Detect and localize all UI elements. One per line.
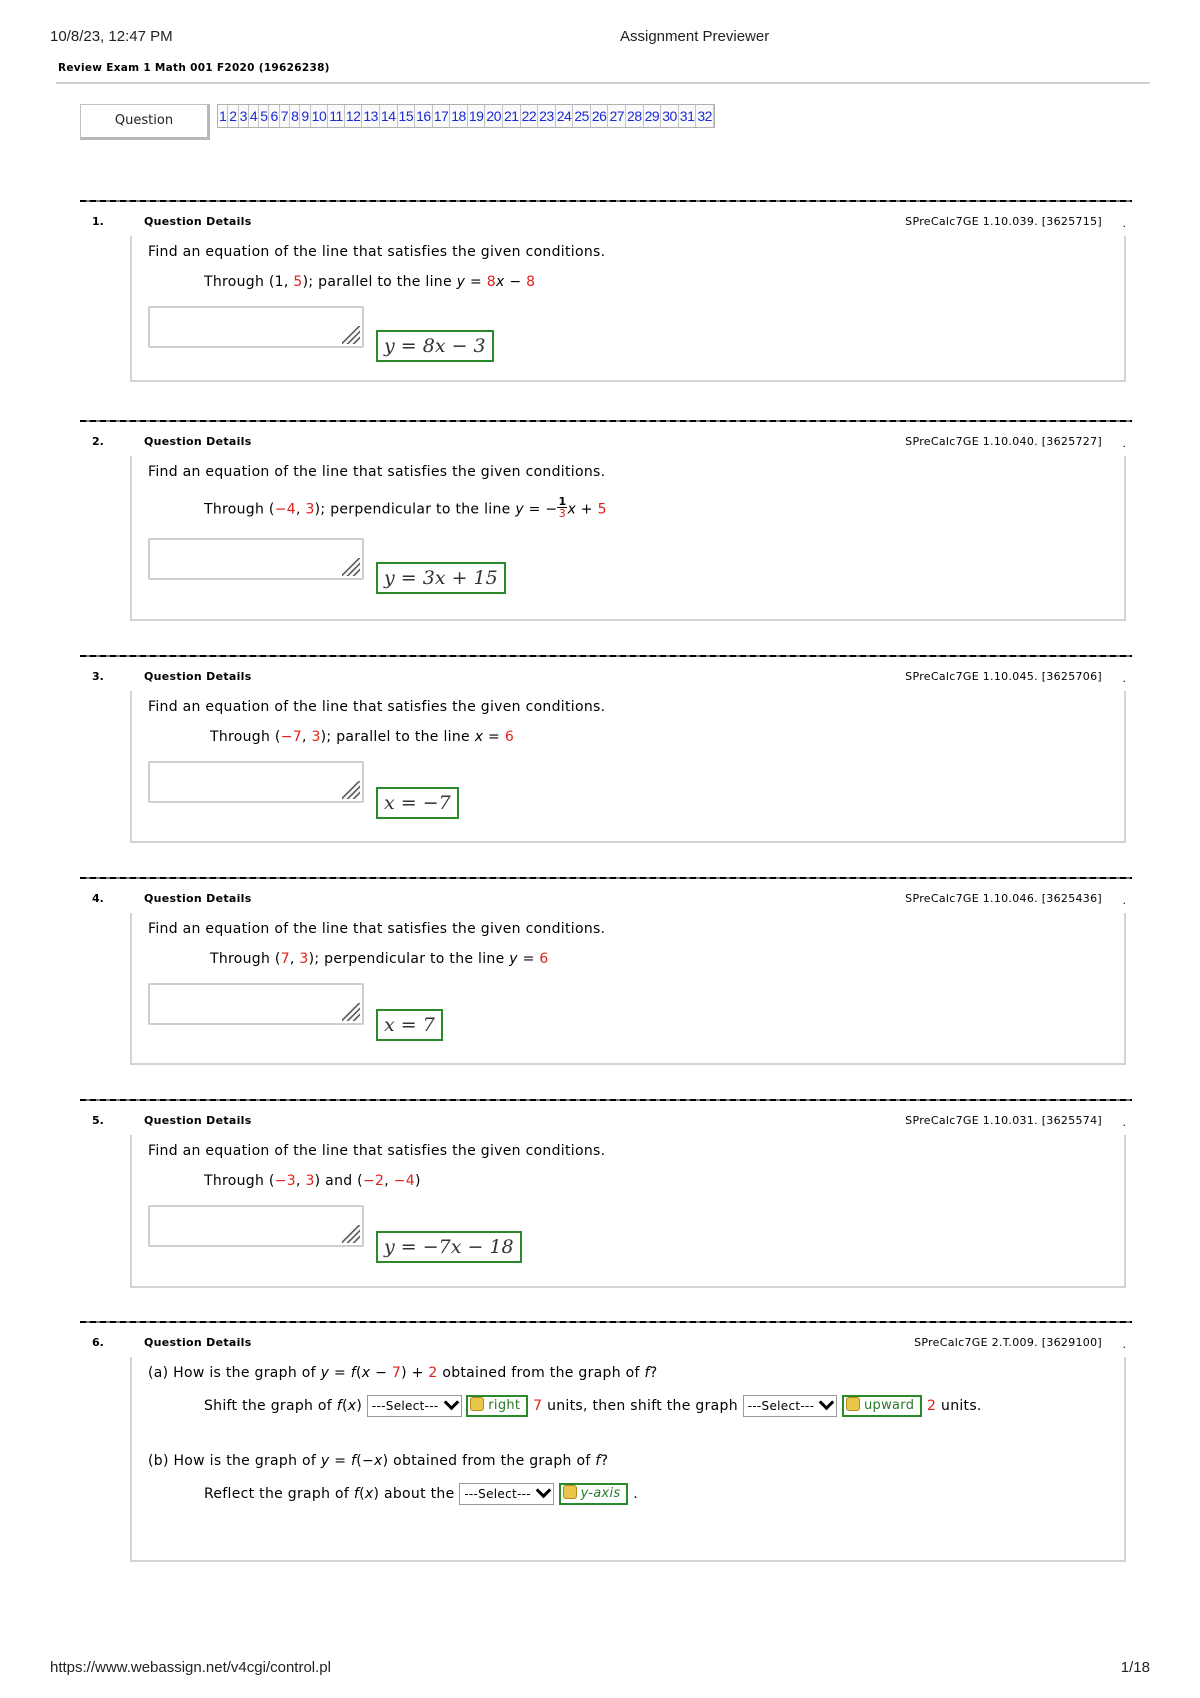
question-conditions: [204, 1173, 421, 1189]
cond-var: x: [374, 1453, 383, 1469]
cond-param: −2: [362, 1173, 385, 1189]
question-nav-link-8[interactable]: 8: [290, 105, 300, 127]
question-details-link[interactable]: Question Details: [144, 892, 252, 905]
cond-param: −4: [393, 1173, 415, 1189]
question-separator: [80, 1099, 1132, 1101]
cond-text: (: [342, 1398, 348, 1414]
correct-choice: [466, 1395, 528, 1417]
question-nav-link-22[interactable]: 22: [521, 105, 539, 127]
part-b-answer-line: [204, 1483, 638, 1505]
cond-text: ,: [295, 1173, 306, 1189]
cond-text: (: [355, 1365, 362, 1381]
cond-var: f: [595, 1453, 601, 1469]
question-body: [130, 456, 1126, 621]
answer-input[interactable]: [148, 538, 364, 580]
question-prompt: Find an equation of the line that satisfies the given conditions.: [148, 1143, 606, 1159]
cond-text: ); perpendicular to the line: [308, 951, 510, 967]
cond-param: 3: [305, 501, 315, 518]
cond-text: ,: [301, 729, 312, 745]
cond-var: x: [347, 1398, 357, 1414]
question-source: SPreCalc7GE 1.10.046. [3625436]: [905, 892, 1102, 905]
cond-var: f: [351, 1453, 357, 1469]
cond-text: .: [628, 1486, 638, 1502]
answer-input[interactable]: [148, 761, 364, 803]
axis-select[interactable]: [459, 1483, 554, 1505]
question-nav-link-20[interactable]: 20: [485, 105, 503, 127]
question-details-link[interactable]: Question Details: [144, 670, 252, 683]
resize-handle-icon[interactable]: [342, 558, 360, 576]
cond-text: Through (: [210, 729, 281, 745]
key-icon: [846, 1397, 860, 1411]
cond-text: ,: [289, 951, 300, 967]
question-body: [130, 236, 1126, 382]
cond-text: (: [359, 1486, 365, 1502]
cond-var: f: [353, 1486, 360, 1502]
question-nav-link-32[interactable]: 32: [696, 105, 714, 127]
question-nav-link-14[interactable]: 14: [380, 105, 398, 127]
part-b-question: [148, 1453, 608, 1469]
answer-input[interactable]: [148, 1205, 364, 1247]
cond-param: 6: [539, 951, 549, 967]
question-number: 3.: [92, 670, 104, 683]
choice-value: right: [488, 1398, 521, 1413]
question-prompt: Find an equation of the line that satisfies the given conditions.: [148, 921, 606, 937]
cond-text: ) obtained from the graph of: [382, 1453, 596, 1469]
cond-var: y: [320, 1453, 330, 1469]
cond-text: (−: [356, 1453, 375, 1469]
correct-choice: [842, 1395, 922, 1417]
select-value: ---Select---: [747, 1399, 815, 1413]
question-nav-link-19[interactable]: 19: [468, 105, 486, 127]
cond-param: 5: [293, 274, 303, 290]
cond-text: −: [370, 1365, 392, 1381]
question-nav-link-24[interactable]: 24: [556, 105, 574, 127]
question-source: SPreCalc7GE 2.T.009. [3629100]: [914, 1336, 1102, 1349]
question-number: 6.: [92, 1336, 104, 1349]
cond-text: Through (: [204, 1173, 275, 1189]
question-details-link[interactable]: Question Details: [144, 215, 252, 228]
question-nav-link-18[interactable]: 18: [450, 105, 468, 127]
cond-text: ) +: [401, 1365, 429, 1381]
fraction: [557, 496, 567, 519]
print-timestamp: 10/8/23, 12:47 PM: [50, 28, 173, 45]
cond-var: y: [509, 951, 518, 967]
cond-text: ,: [295, 501, 306, 518]
question-nav-link-28[interactable]: 28: [626, 105, 644, 127]
cond-param: 2: [927, 1398, 937, 1414]
question-marker: .: [1122, 1116, 1126, 1129]
cond-text: (a) How is the graph of: [148, 1365, 321, 1381]
question-conditions: [210, 951, 549, 967]
cond-text: ) and (: [314, 1173, 363, 1189]
part-a-question: [148, 1365, 657, 1381]
question-nav-link-10[interactable]: 10: [311, 105, 329, 127]
cond-text: units.: [936, 1398, 982, 1414]
question-nav-link-4[interactable]: 4: [249, 105, 259, 127]
question-nav-link-3[interactable]: 3: [239, 105, 249, 127]
cond-text: Shift the graph of: [204, 1398, 337, 1414]
cond-var: y: [515, 501, 524, 518]
correct-answer: y = −7x − 18: [376, 1231, 522, 1263]
question-marker: .: [1122, 217, 1126, 230]
question-marker: .: [1122, 1338, 1126, 1351]
select-value: ---Select---: [371, 1399, 439, 1413]
select-value: ---Select---: [464, 1487, 531, 1501]
cond-param: 2: [428, 1365, 438, 1381]
cond-param: 6: [504, 729, 515, 745]
question-nav-link-7[interactable]: 7: [280, 105, 290, 127]
question-nav-link-11[interactable]: 11: [328, 105, 345, 127]
question-nav-link-17[interactable]: 17: [433, 105, 451, 127]
question-nav-link-26[interactable]: 26: [591, 105, 609, 127]
cond-text: ?: [600, 1453, 609, 1469]
page-number: 1/18: [1120, 1659, 1150, 1676]
choice-value: upward: [864, 1398, 915, 1413]
question-number: 2.: [92, 435, 104, 448]
part-a-answer-line: [204, 1395, 982, 1417]
question-nav-link-29[interactable]: 29: [644, 105, 662, 127]
resize-handle-icon[interactable]: [342, 1003, 360, 1021]
choice-value: y-axis: [580, 1486, 621, 1501]
cond-text: Through (1,: [204, 274, 294, 290]
question-nav-link-1[interactable]: 1: [218, 105, 228, 127]
chevron-down-icon: [537, 1487, 549, 1499]
cond-param: −3: [274, 1173, 296, 1189]
cond-var: f: [350, 1365, 356, 1381]
question-conditions: [204, 274, 535, 290]
question-details-link[interactable]: Question Details: [144, 1114, 252, 1127]
question-body: [130, 1357, 1126, 1562]
cond-param: 3: [299, 951, 309, 967]
cond-var: y: [320, 1365, 330, 1381]
header-divider: [56, 82, 1150, 84]
key-icon: [470, 1397, 484, 1411]
cond-text: Through (: [204, 501, 275, 518]
correct-answer: x = −7: [376, 787, 459, 819]
question-nav-link-23[interactable]: 23: [538, 105, 556, 127]
cond-text: =: [517, 951, 540, 967]
question-prompt: Find an equation of the line that satisfies the given conditions.: [148, 464, 606, 480]
question-nav-link-31[interactable]: 31: [679, 105, 697, 127]
question-prompt: Find an equation of the line that satisfies the given conditions.: [148, 244, 606, 260]
cond-text: units, then shift the graph: [542, 1398, 738, 1414]
question-nav-link-6[interactable]: 6: [269, 105, 279, 127]
direction-select[interactable]: [743, 1395, 838, 1417]
cond-param: 5: [597, 501, 607, 518]
question-details-link[interactable]: Question Details: [144, 435, 252, 448]
resize-handle-icon[interactable]: [342, 326, 360, 344]
cond-text: =: [483, 729, 505, 745]
cond-text: ): [356, 1398, 363, 1414]
correct-answer: y = 3x + 15: [376, 562, 506, 594]
question-nav-links: [217, 104, 715, 128]
cond-text: = −: [523, 501, 558, 518]
direction-select[interactable]: [367, 1395, 462, 1417]
question-marker: .: [1122, 894, 1126, 907]
cond-param: −4: [274, 501, 296, 518]
question-prompt: Find an equation of the line that satisfies the given conditions.: [148, 699, 606, 715]
correct-answer: x = 7: [376, 1009, 443, 1041]
question-nav-link-13[interactable]: 13: [362, 105, 380, 127]
cond-param: 8: [486, 274, 496, 290]
print-header: [50, 28, 1150, 48]
cond-text: obtained from the graph of: [437, 1365, 645, 1381]
fraction-denominator: 3: [558, 507, 567, 520]
cond-var: x: [474, 729, 484, 745]
cond-param: 3: [311, 729, 321, 745]
question-separator: [80, 877, 1132, 879]
question-nav-link-12[interactable]: 12: [345, 105, 363, 127]
cond-param: −7: [280, 729, 302, 745]
cond-param: 7: [280, 951, 290, 967]
key-icon: [563, 1485, 577, 1499]
cond-var: x: [495, 274, 505, 290]
question-separator: [80, 200, 1132, 202]
cond-text: (b) How is the graph of: [148, 1453, 321, 1469]
cond-text: ,: [384, 1173, 394, 1189]
question-conditions: [204, 495, 607, 521]
question-nav-link-2[interactable]: 2: [228, 105, 238, 127]
cond-var: x: [567, 501, 577, 518]
cond-text: =: [329, 1365, 351, 1381]
question-nav-link-5[interactable]: 5: [259, 105, 269, 127]
question-source: SPreCalc7GE 1.10.031. [3625574]: [905, 1114, 1102, 1127]
question-source: SPreCalc7GE 1.10.045. [3625706]: [905, 670, 1102, 683]
question-nav-link-27[interactable]: 27: [608, 105, 626, 127]
question-marker: .: [1122, 672, 1126, 685]
question-number: 4.: [92, 892, 104, 905]
question-details-link[interactable]: Question Details: [144, 1336, 252, 1349]
chevron-down-icon: [820, 1399, 832, 1411]
page-url: https://www.webassign.net/v4cgi/control.pl: [50, 1659, 331, 1676]
cond-text: Reflect the graph of: [204, 1486, 354, 1502]
cond-text: =: [329, 1453, 352, 1469]
cond-text: ): [414, 1173, 421, 1189]
correct-choice: [559, 1483, 629, 1505]
answer-input[interactable]: [148, 306, 364, 348]
cond-var: f: [644, 1365, 650, 1381]
question-source: SPreCalc7GE 1.10.040. [3625727]: [905, 435, 1102, 448]
cond-param: 7: [391, 1365, 402, 1381]
cond-var: x: [361, 1365, 371, 1381]
resize-handle-icon[interactable]: [342, 781, 360, 799]
fraction-numerator: 1: [558, 495, 567, 508]
question-nav-link-9[interactable]: 9: [300, 105, 310, 127]
question-nav-link-25[interactable]: 25: [573, 105, 591, 127]
cond-text: Through (: [210, 951, 281, 967]
question-number: 5.: [92, 1114, 104, 1127]
cond-param: 7: [533, 1398, 543, 1414]
cond-var: y: [456, 274, 466, 290]
question-source: SPreCalc7GE 1.10.039. [3625715]: [905, 215, 1102, 228]
question-nav-label: Question: [80, 104, 210, 140]
question-separator: [80, 1321, 1132, 1323]
resize-handle-icon[interactable]: [342, 1225, 360, 1243]
cond-text: ) about the: [373, 1486, 455, 1502]
question-body: [130, 1135, 1126, 1288]
question-body: [130, 691, 1126, 843]
chevron-down-icon: [445, 1399, 457, 1411]
question-nav-link-21[interactable]: 21: [503, 105, 521, 127]
question-number: 1.: [92, 215, 104, 228]
question-separator: [80, 655, 1132, 657]
correct-answer: y = 8x − 3: [376, 330, 494, 362]
answer-input[interactable]: [148, 983, 364, 1025]
print-page-title: Assignment Previewer: [620, 28, 770, 45]
cond-text: +: [576, 501, 598, 518]
cond-text: ); parallel to the line: [320, 729, 475, 745]
cond-var: f: [336, 1398, 343, 1414]
question-nav-link-15[interactable]: 15: [398, 105, 416, 127]
cond-text: −: [504, 274, 527, 290]
question-nav-link-16[interactable]: 16: [415, 105, 433, 127]
cond-text: ); parallel to the line: [302, 274, 457, 290]
cond-text: ); perpendicular to the line: [314, 501, 516, 518]
cond-param: 3: [305, 1173, 315, 1189]
assignment-title: Review Exam 1 Math 001 F2020 (19626238): [58, 62, 330, 74]
question-conditions: [210, 729, 514, 745]
question-nav-link-30[interactable]: 30: [661, 105, 679, 127]
question-separator: [80, 420, 1132, 422]
cond-param: 8: [526, 274, 536, 290]
cond-text: ?: [649, 1365, 658, 1381]
question-marker: .: [1122, 437, 1126, 450]
question-body: [130, 913, 1126, 1065]
cond-text: =: [465, 274, 487, 290]
cond-var: x: [364, 1486, 374, 1502]
